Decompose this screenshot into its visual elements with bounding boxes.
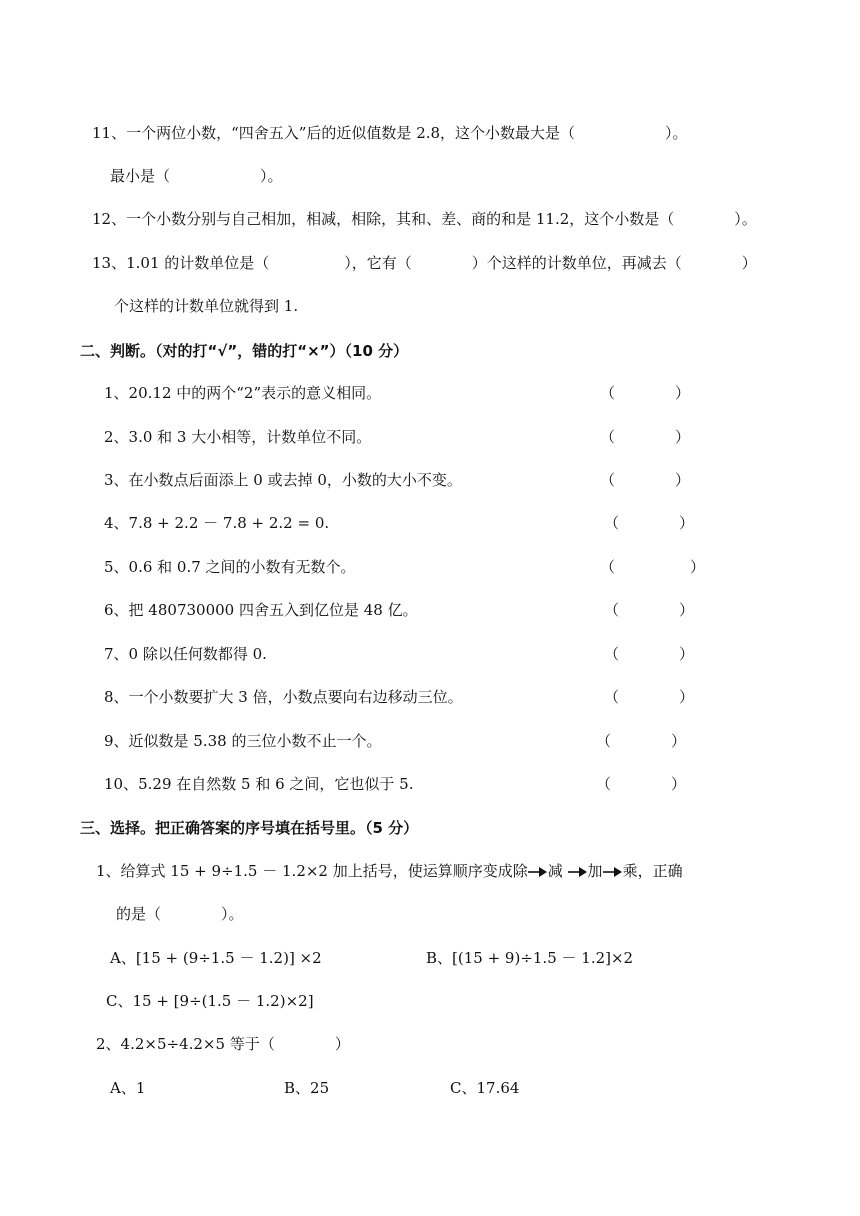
judge-item-4: 4、7.8 + 2.2 － 7.8 + 2.2 = 0. <box>104 514 330 532</box>
judge-paren-7: （ ） <box>604 645 695 663</box>
question-11-line1: 11、一个两位小数，“四舍五入”后的近似值数是 2.8，这个小数最大是（ ）。 <box>92 124 688 142</box>
choice-q1-start: 1、给算式 15 + 9÷1.5 － 1.2×2 加上括号，使运算顺序变成除 <box>96 862 528 880</box>
question-13-line1: 13、1.01 的计数单位是（ ），它有（ ）个这样的计数单位，再减去（ ） <box>92 254 757 272</box>
judge-item-6: 6、把 480730000 四舍五入到亿位是 48 亿。 <box>104 601 418 619</box>
judge-item-5: 5、0.6 和 0.7 之间的小数有无数个。 <box>104 558 356 576</box>
judge-item-8: 8、一个小数要扩大 3 倍，小数点要向右边移动三位。 <box>104 688 463 706</box>
choice-question-1-line2: 的是（ ）。 <box>116 905 244 923</box>
arrow-right-icon <box>568 866 588 878</box>
judge-paren-6: （ ） <box>604 601 695 619</box>
choice-q1-word-multiply: 乘，正确 <box>622 862 683 880</box>
question-11-line2: 最小是（ ）。 <box>110 167 283 185</box>
section-3-title: 三、选择。把正确答案的序号填在括号里。（5 分） <box>80 819 419 837</box>
choice-q1-word-subtract: 减 <box>547 862 563 880</box>
choice-q2-option-b: B、25 <box>284 1079 330 1097</box>
judge-paren-10: （ ） <box>596 775 687 793</box>
arrow-right-icon <box>603 866 623 878</box>
judge-paren-4: （ ） <box>604 514 695 532</box>
judge-paren-8: （ ） <box>604 688 695 706</box>
choice-q2-option-a: A、1 <box>110 1079 146 1097</box>
question-12: 12、一个小数分别与自己相加，相减，相除，其和、差、商的和是 11.2，这个小数是（ ）。 <box>92 210 757 228</box>
choice-q1-option-b: B、[(15 + 9)÷1.5 － 1.2]×2 <box>426 949 634 967</box>
arrow-right-icon <box>528 866 548 878</box>
choice-q1-option-a: A、[15 + (9÷1.5 － 1.2)] ×2 <box>110 949 322 967</box>
judge-paren-2: （ ） <box>600 428 691 446</box>
judge-item-2: 2、3.0 和 3 大小相等，计数单位不同。 <box>104 428 372 446</box>
judge-paren-5: （ ） <box>600 558 706 576</box>
judge-paren-1: （ ） <box>600 384 691 402</box>
judge-item-1: 1、20.12 中的两个“2”表示的意义相同。 <box>104 384 382 402</box>
judge-item-7: 7、0 除以任何数都得 0. <box>104 645 267 663</box>
choice-question-1-line1 <box>96 861 683 881</box>
judge-paren-9: （ ） <box>596 732 687 750</box>
judge-item-3: 3、在小数点后面添上 0 或去掉 0，小数的大小不变。 <box>104 471 462 489</box>
question-13-line2: 个这样的计数单位就得到 1. <box>114 297 299 315</box>
choice-question-2: 2、4.2×5÷4.2×5 等于（ ） <box>96 1035 350 1053</box>
judge-item-10: 10、5.29 在自然数 5 和 6 之间，它也似于 5. <box>104 775 414 793</box>
section-2-title: 二、判断。（对的打“√”，错的打“×”）（10 分） <box>80 342 409 360</box>
choice-q2-option-c: C、17.64 <box>450 1079 520 1097</box>
choice-q1-word-add: 加 <box>587 862 603 880</box>
judge-item-9: 9、近似数是 5.38 的三位小数不止一个。 <box>104 732 382 750</box>
choice-q1-option-c: C、15 + [9÷(1.5 － 1.2)×2] <box>106 992 314 1010</box>
judge-paren-3: （ ） <box>600 471 691 489</box>
